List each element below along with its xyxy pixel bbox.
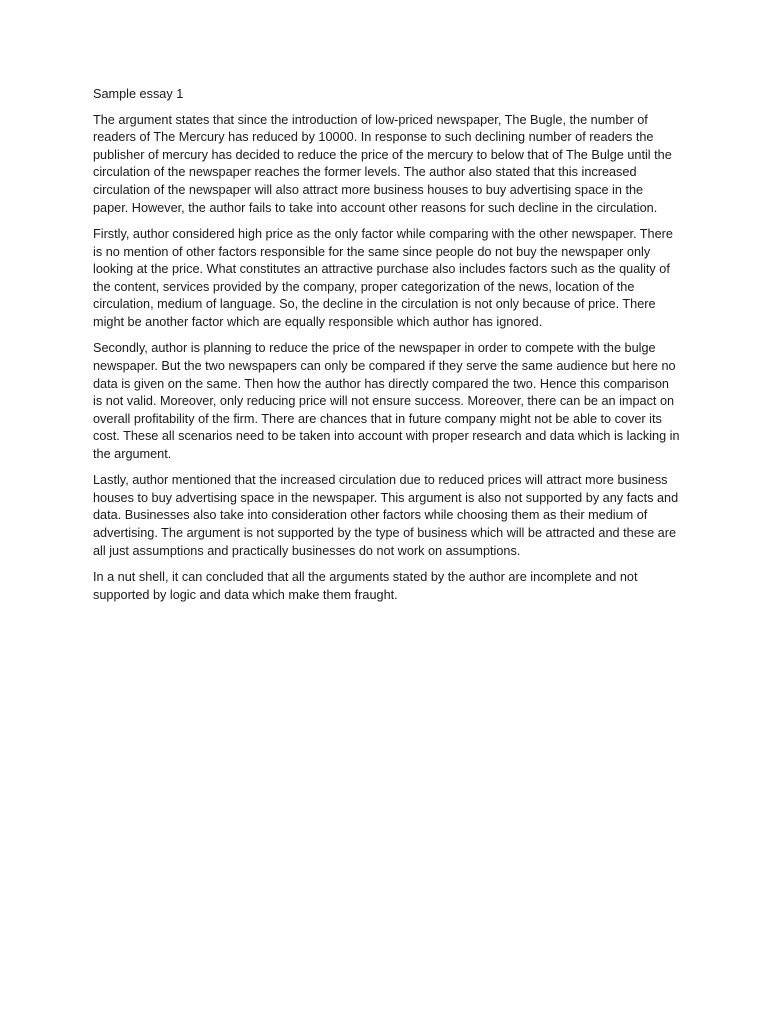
essay-title: Sample essay 1 <box>93 87 184 101</box>
essay-paragraph-intro: The argument states that since the introduction of low-priced newspaper, The Bugle, the number of readers of The Mercury has reduced by 10000. In response to such declining number of readers the publisher of mercury has decided to reduce the price of the mercury to below that of The Bulge until the circulation of the newspaper reaches the former levels. The author also stated that this increased circulation of the newspaper will also attract more business houses to buy advertising space in the paper. However, the author fails to take into account other reasons for such decline in the circulation. <box>93 112 672 215</box>
essay-paragraph-conclusion: In a nut shell, it can concluded that all the arguments stated by the author are incomplete and not supported by logic and data which make them fraught. <box>93 570 638 602</box>
essay-paragraph-secondly: Secondly, author is planning to reduce the price of the newspaper in order to compete with the bulge newspaper. But the two newspapers can only be compared if they serve the same audience but here no data is given on the same. Then how the author has directly compared the two. Hence this comparison is not valid. Moreover, only reducing price will not ensure success. Moreover, there can be an impact on overall profitability of the firm. There are chances that in future company might not be able to cover its cost. These all scenarios need to be taken into account with proper research and data which is lacking in the argument. <box>93 341 680 461</box>
essay-paragraph-firstly: Firstly, author considered high price as the only factor while comparing with the other newspaper. There is no mention of other factors responsible for the same since people do not buy the newspaper only looking at the price. What constitutes an attractive purchase also includes factors such as the quality of the content, services provided by the company, proper categorization of the news, location of the circulation, medium of language. So, the decline in the circulation is not only because of price. There might be another factor which are equally responsible which author has ignored. <box>93 226 673 329</box>
essay-paragraph-lastly: Lastly, author mentioned that the increased circulation due to reduced prices will attract more business houses to buy advertising space in the newspaper. This argument is also not supported by any facts and data. Businesses also take into consideration other factors while choosing them as their medium of advertising. The argument is not supported by the type of business which will be attracted and these are all just assumptions and practically businesses do not work on assumptions. <box>93 473 679 558</box>
essay-body <box>93 86 681 613</box>
